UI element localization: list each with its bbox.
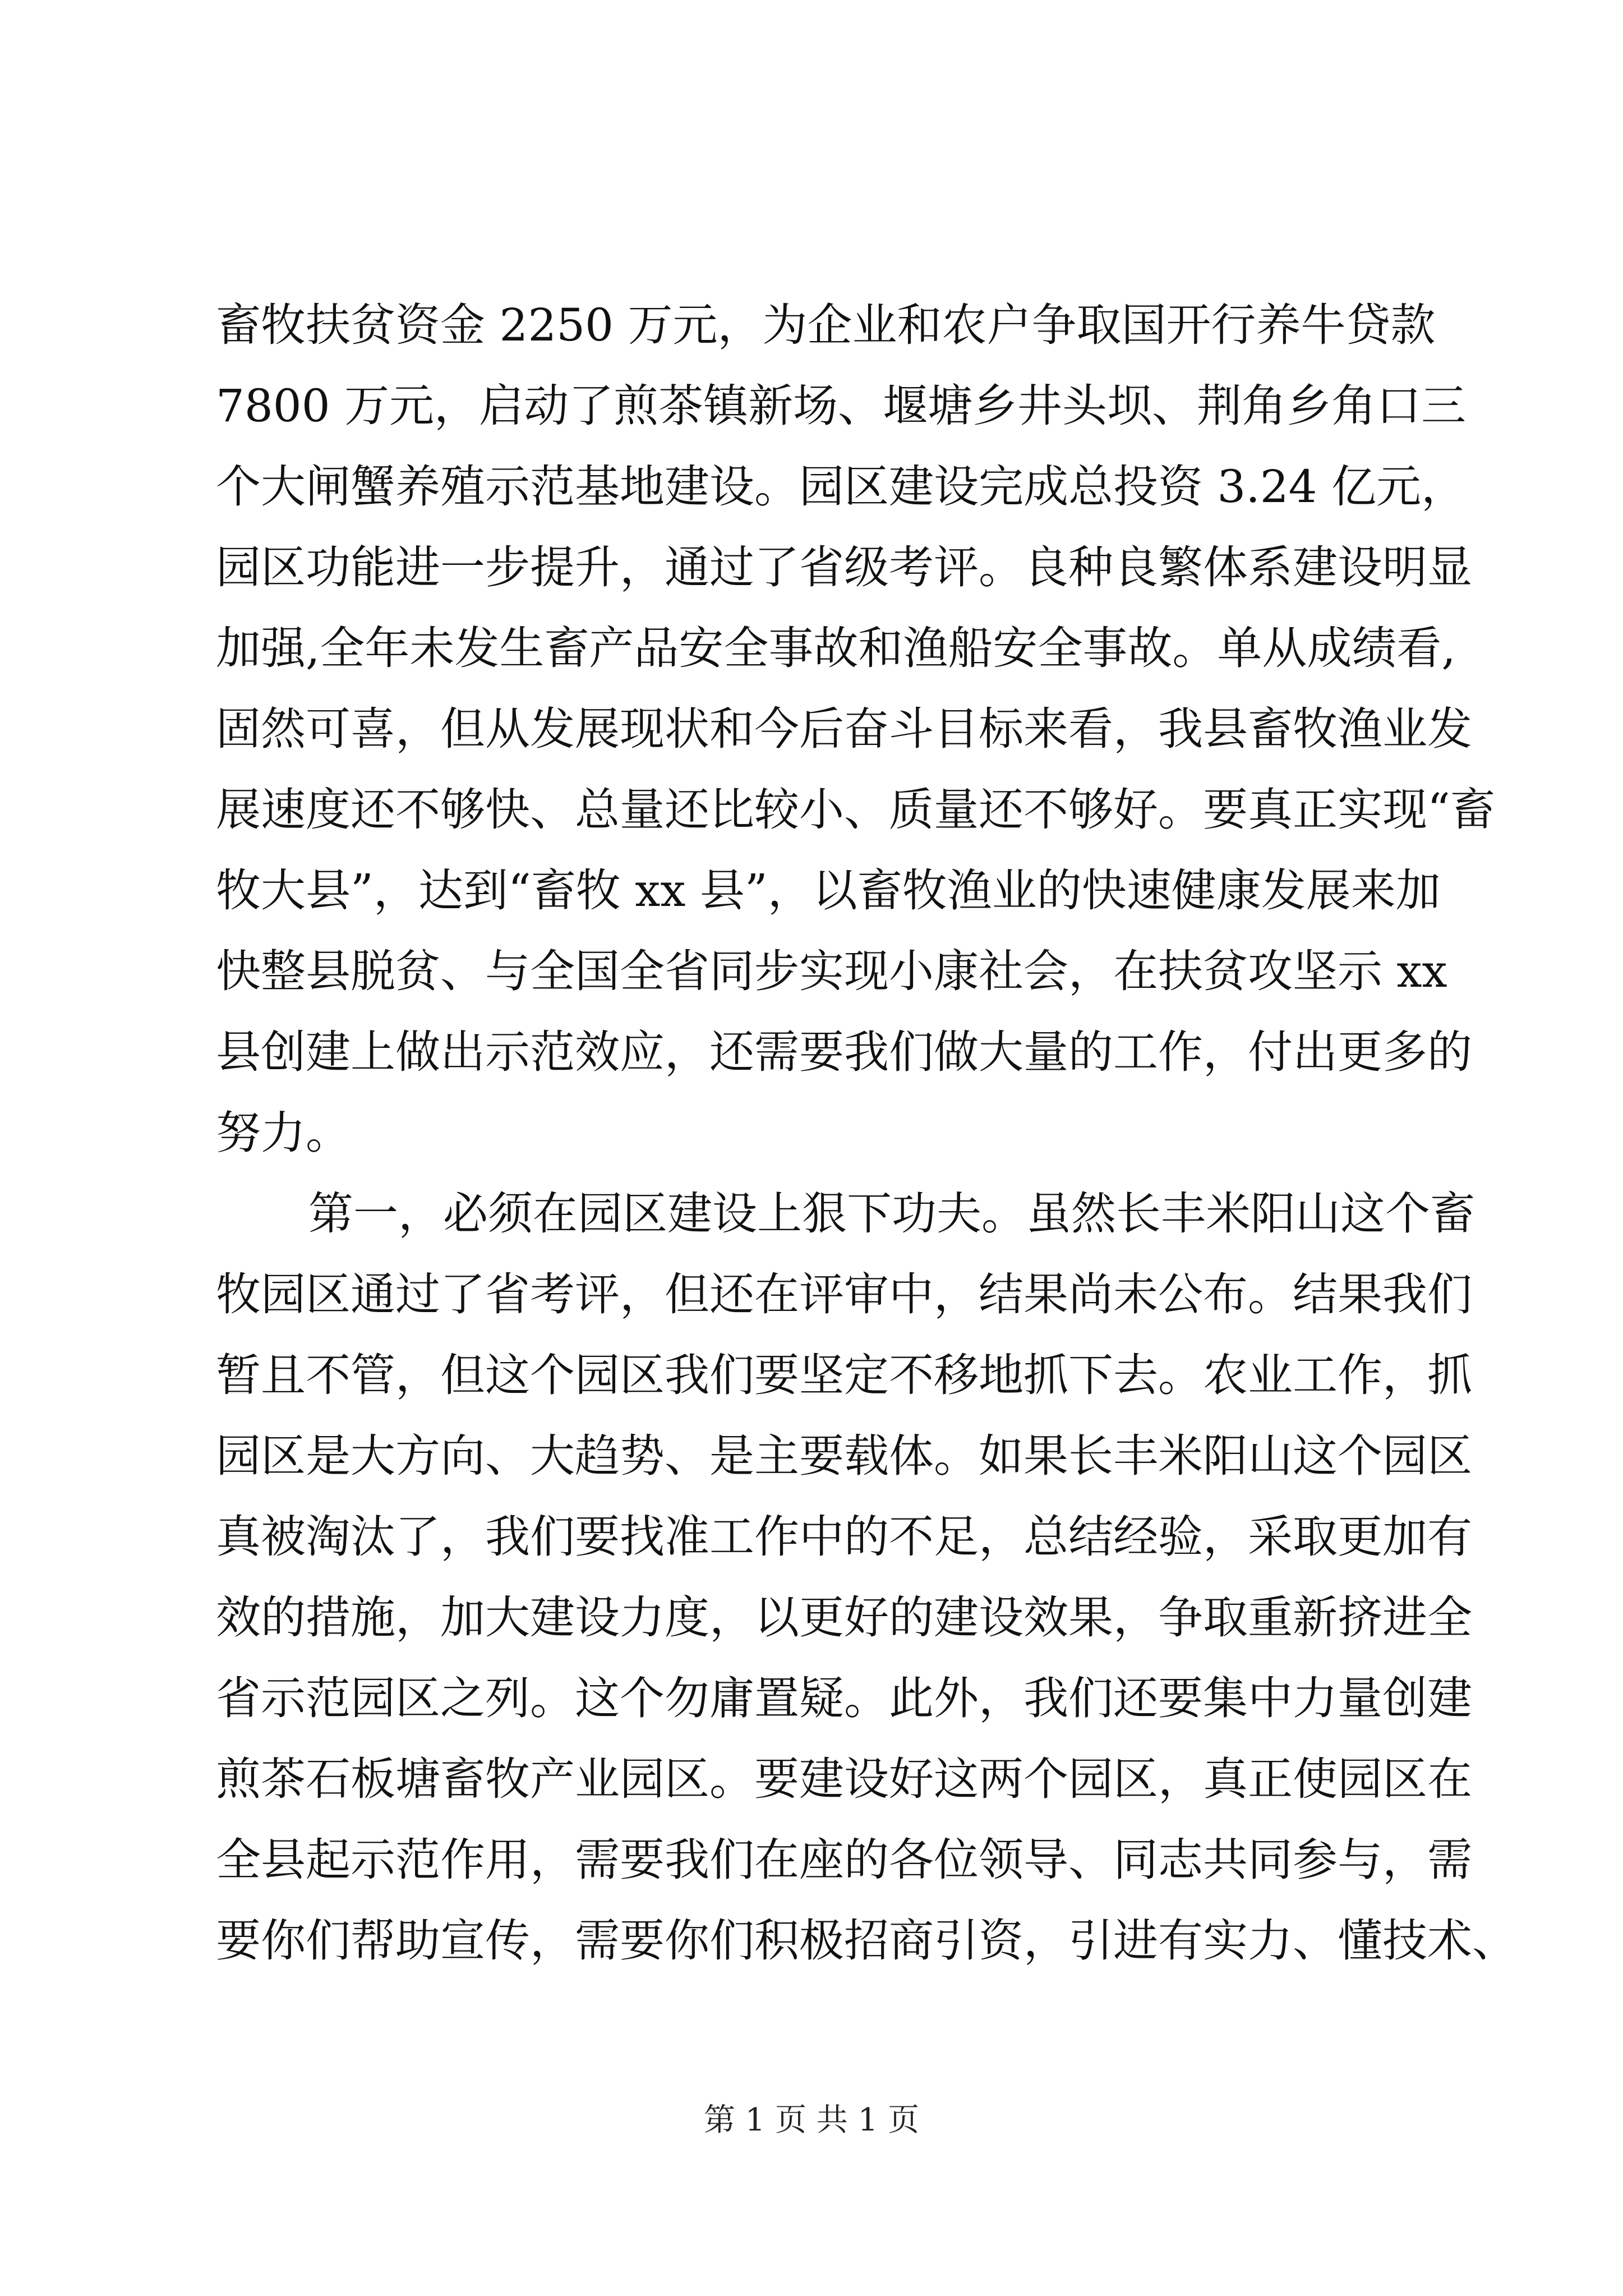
text-line: 畜牧扶贫资金 2250 万元，为企业和农户争取国开行养牛贷款 bbox=[216, 299, 1436, 351]
text-line: 园区功能进一步提升，通过了省级考评。良种良繁体系建设明显 bbox=[216, 541, 1472, 593]
text-line: 个大闸蟹养殖示范基地建设。园区建设完成总投资 3.24 亿元， bbox=[216, 461, 1466, 513]
text-line: 牧园区通过了省考评，但还在评审中，结果尚未公布。结果我们 bbox=[216, 1268, 1472, 1320]
text-line: 暂且不管，但这个园区我们要坚定不移地抓下去。农业工作，抓 bbox=[216, 1349, 1472, 1401]
text-line: 真被淘汰了，我们要找准工作中的不足，总结经验，采取更加有 bbox=[216, 1511, 1472, 1563]
text-line: 展速度还不够快、总量还比较小、质量还不够好。要真正实现“畜 bbox=[216, 784, 1495, 836]
text-line: 园区是大方向、大趋势、是主要载体。如果长丰米阳山这个园区 bbox=[216, 1430, 1472, 1482]
text-line: 固然可喜，但从发展现状和今后奋斗目标来看，我县畜牧渔业发 bbox=[216, 703, 1472, 755]
body-text bbox=[216, 285, 1517, 1981]
text-line: 7800 万元，启动了煎茶镇新场、堰塘乡井头坝、荆角乡角口三 bbox=[216, 380, 1467, 432]
paragraph-first-line: 第一，必须在园区建设上狠下功夫。虽然长丰米阳山这个畜 bbox=[308, 1188, 1475, 1240]
text-line: 全县起示范作用，需要我们在座的各位领导、同志共同参与，需 bbox=[216, 1834, 1472, 1886]
text-line: 县创建上做出示范效应，还需要我们做大量的工作，付出更多的 bbox=[216, 1026, 1472, 1078]
text-line: 加强,全年未发生畜产品安全事故和渔船安全事故。单从成绩看, bbox=[216, 622, 1456, 674]
text-line: 煎茶石板塘畜牧产业园区。要建设好这两个园区，真正使园区在 bbox=[216, 1753, 1472, 1805]
page-footer: 第 1 页 共 1 页 bbox=[703, 2102, 920, 2138]
text-line: 快整县脱贫、与全国全省同步实现小康社会，在扶贫攻坚示 xx bbox=[216, 945, 1447, 997]
text-line: 要你们帮助宣传，需要你们积极招商引资，引进有实力、懂技术、 bbox=[216, 1915, 1517, 1967]
text-line: 效的措施，加大建设力度，以更好的建设效果，争取重新挤进全 bbox=[216, 1591, 1472, 1644]
text-line: 省示范园区之列。这个勿庸置疑。此外，我们还要集中力量创建 bbox=[216, 1672, 1472, 1724]
text-line: 努力。 bbox=[216, 1107, 351, 1159]
text-line: 牧大县”，达到“畜牧 xx 县”，以畜牧渔业的快速健康发展来加 bbox=[216, 864, 1441, 917]
